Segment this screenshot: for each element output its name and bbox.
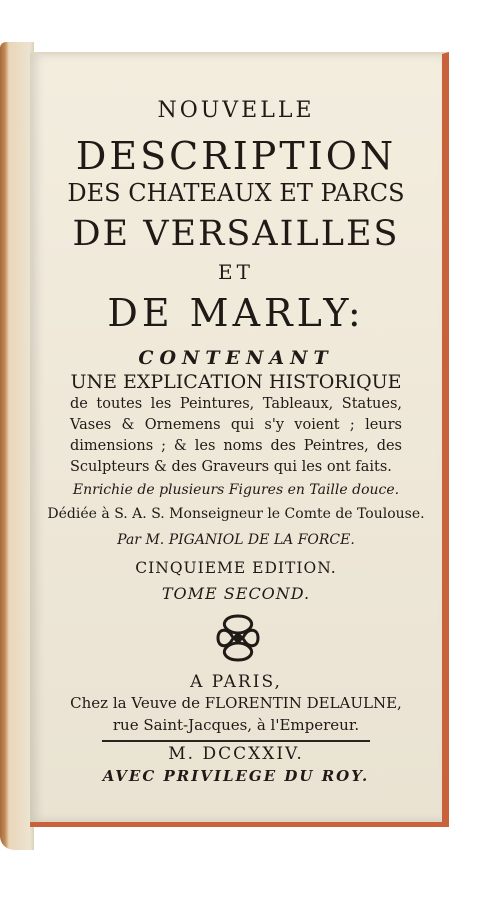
divider-rule	[102, 740, 370, 742]
publisher-line: Chez la Veuve de FLORENTIN DELAULNE,	[70, 694, 402, 712]
explication-heading: UNE EXPLICATION HISTORIQUE	[70, 371, 402, 393]
title-marly: DE MARLY:	[107, 291, 365, 335]
title-description: DESCRIPTION	[75, 134, 397, 178]
title-contenant: CONTENANT	[138, 347, 334, 369]
title-nouvelle: NOUVELLE	[157, 98, 315, 123]
address-line: rue Saint-Jacques, à l'Empereur.	[112, 716, 360, 734]
title-chateaux: DES CHATEAUX ET PARCS	[67, 179, 405, 207]
privilege-line: AVEC PRIVILEGE DU ROY.	[102, 767, 370, 785]
title-page	[30, 52, 449, 827]
explication-text: de toutes les Peintures, Tableaux, Statues, Vases & Ornemens qui s'y voient ; leurs dimensions ; & les noms des Peintres, des Sculpteurs & des Graveurs qui les ont faits.	[70, 396, 402, 475]
author-line: Par M. PIGANIOL DE LA FORCE.	[117, 532, 355, 548]
place-line: A PARIS,	[190, 672, 282, 692]
dedication-line: Dédiée à S. A. S. Monseigneur le Comte de Toulouse.	[47, 506, 425, 522]
tome-line: TOME SECOND.	[161, 584, 311, 603]
title-et: ET	[218, 260, 254, 284]
date-line: M. DCCXXIV.	[168, 744, 304, 764]
printer-ornament-icon	[210, 610, 266, 666]
book-cover-edge	[0, 42, 34, 850]
title-versailles: DE VERSAILLES	[72, 214, 400, 254]
enrichie-line: Enrichie de plusieurs Figures en Taille douce.	[72, 482, 400, 498]
edition-line: CINQUIEME EDITION.	[135, 559, 337, 577]
description-paragraph	[70, 372, 402, 478]
